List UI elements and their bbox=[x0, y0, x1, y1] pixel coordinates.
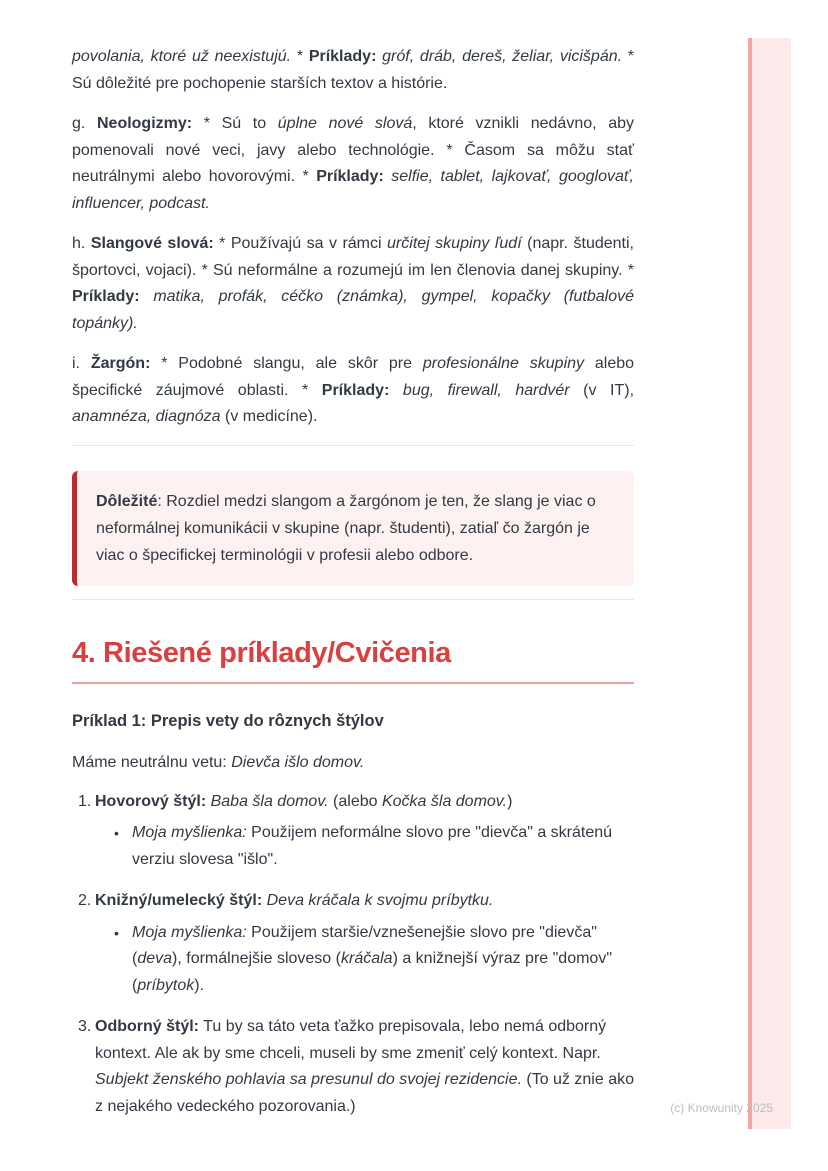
sub-bullet-text: Moja myšlienka: Použijem neformálne slovo pre "dievča" a skrátenú verziu slovesa "išlo". bbox=[132, 824, 613, 868]
divider bbox=[72, 445, 634, 446]
sub-bullet bbox=[95, 820, 634, 873]
important-callout bbox=[72, 471, 634, 586]
section-heading: 4. Riešené príklady/Cvičenia bbox=[72, 636, 451, 669]
sub-bullet bbox=[95, 920, 634, 1000]
copyright-watermark: (c) Knowunity 2025 bbox=[670, 1101, 773, 1115]
list-item-number: 2. bbox=[78, 892, 92, 909]
sub-bullet-text: Moja myšlienka: Použijem staršie/vznešenejšie slovo pre "dievča" (deva), formálnejšie sloveso (kráčala) a knižnejší výraz pre "domov" (príbytok). bbox=[132, 923, 612, 994]
heading-underline bbox=[72, 682, 634, 684]
examples-list bbox=[72, 789, 634, 1121]
list-item-body bbox=[95, 1014, 634, 1120]
list-item-body bbox=[95, 789, 634, 874]
list-item-number: 1. bbox=[78, 792, 92, 810]
paragraph-neologisms: g. Neologizmy: * Sú to úplne nové slová, ktoré vznikli nedávno, aby pomenovali nové veci, javy alebo technológie. * Časom sa môžu stať neutrálnymi alebo hovorovými. * Príklady: selfie, tablet, lajkovať, googlovať, influencer, podcast. bbox=[72, 115, 634, 212]
paragraph-slang-words: h. Slangové slová: * Používajú sa v rámci určitej skupiny ľudí (napr. študenti, športovci, vojaci). * Sú neformálne a rozumejú im len členovia danej skupiny. * Príklady: matika, profák, céčko (známka), gympel, kopačky (futbalové topánky). bbox=[72, 235, 635, 332]
bullet-icon: • bbox=[114, 924, 119, 941]
list-item-text: Hovorový štýl: Baba šla domov. (alebo Kočka šla domov.) bbox=[95, 792, 513, 810]
list-item bbox=[78, 789, 634, 874]
list-item-text: Knižný/umelecký štýl: Deva kráčala k svojmu príbytku. bbox=[95, 892, 494, 909]
list-item-body bbox=[95, 888, 634, 999]
example-title: Príklad 1: Prepis vety do rôznych štýlov bbox=[72, 711, 384, 730]
callout-text: Dôležité: Rozdiel medzi slangom a žargónom je ten, že slang je viac o neformálnej komunikácii v skupine (napr. študenti), zatiaľ čo žargón je viac o špecifickej terminológii v profesii alebo odbore. bbox=[96, 492, 596, 564]
document-content bbox=[72, 0, 634, 1135]
intro-sentence: Máme neutrálnu vetu: Dievča išlo domov. bbox=[72, 753, 365, 771]
bullet-icon: • bbox=[114, 825, 119, 841]
list-item-number: 3. bbox=[78, 1018, 92, 1035]
list-item bbox=[78, 1014, 634, 1120]
paragraph-archaic-words-continued: povolania, ktoré už neexistujú. * Príklady: gróf, dráb, dereš, želiar, vicišpán. * Sú dôležité pre pochopenie starších textov a histórie. bbox=[72, 48, 635, 92]
divider bbox=[72, 599, 634, 600]
pink-margin-bar bbox=[748, 38, 791, 1129]
list-item-text: Odborný štýl: Tu by sa táto veta ťažko prepisovala, lebo nemá odborný kontext. Ale ak by sme chceli, museli by sme zmeniť celý kontext. Napr. Subjekt ženského pohlavia sa presunul do svojej rezidencie. (To už znie ako z nejakého vedeckého pozorovania.) bbox=[95, 1018, 634, 1115]
list-item bbox=[78, 888, 634, 999]
paragraph-jargon: i. Žargón: * Podobné slangu, ale skôr pre profesionálne skupiny alebo špecifické záujmové oblasti. * Príklady: bug, firewall, hardvér (v IT), anamnéza, diagnóza (v medicíne). bbox=[72, 355, 635, 425]
